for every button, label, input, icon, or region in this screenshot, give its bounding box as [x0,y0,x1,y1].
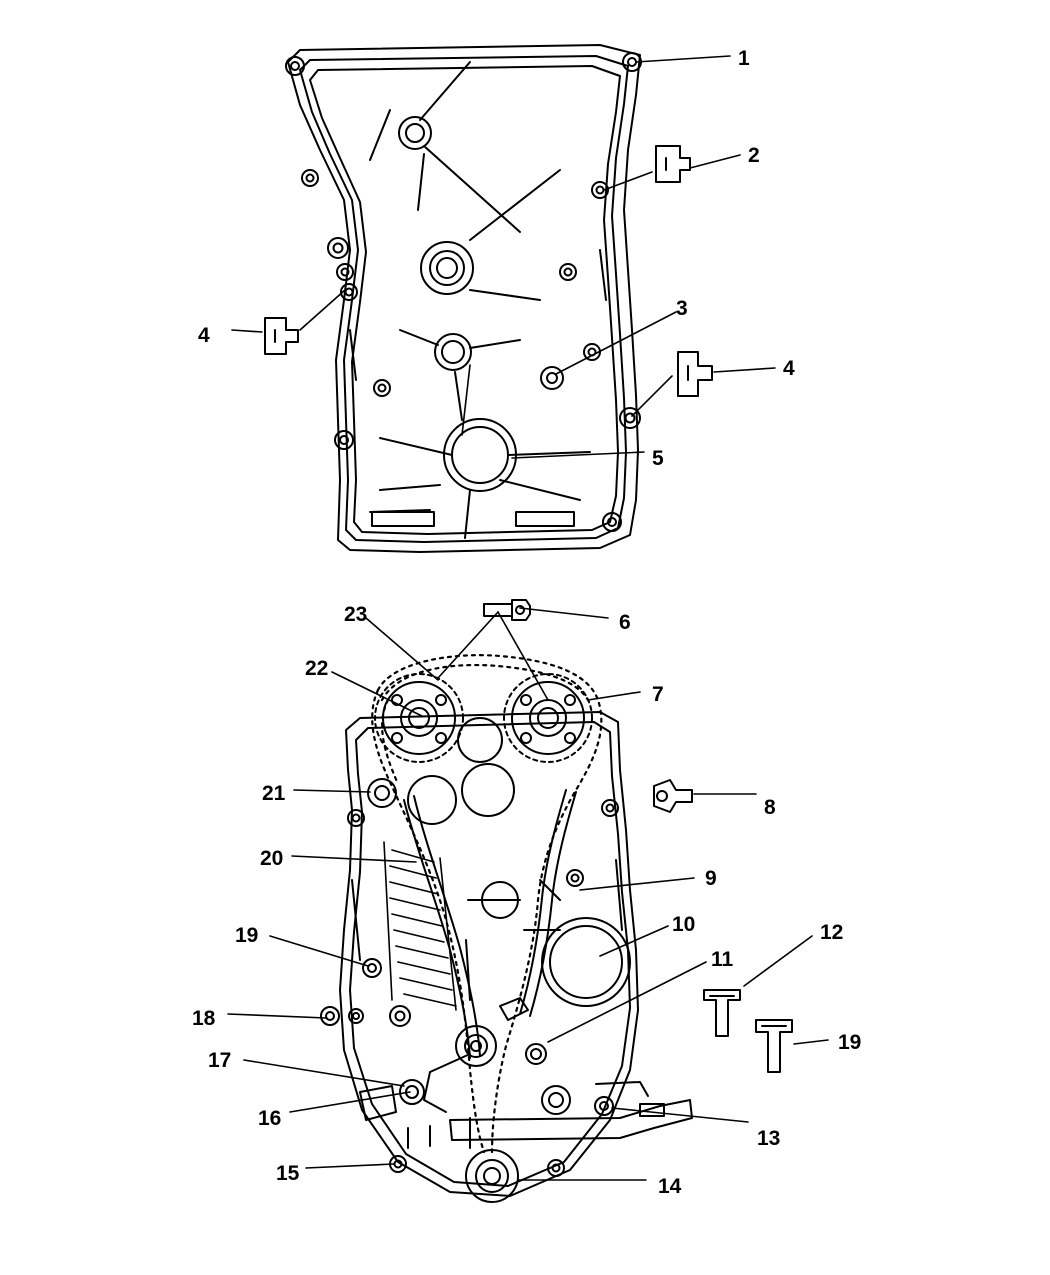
flange-bolt-12 [704,990,740,1036]
callout-19-left: 19 [235,924,259,947]
callout-2: 2 [748,144,760,167]
callout-3: 3 [676,297,688,320]
chain-guides [404,790,576,1058]
idler-sprocket [456,1026,496,1066]
callout-4-left: 4 [198,324,210,347]
cover-bolt-2 [656,146,690,182]
chain-guide-bolt-6 [484,600,530,620]
leader-lines-bottom [228,608,828,1180]
callout-22: 22 [305,657,329,680]
callout-11: 11 [711,948,734,971]
cover-bolt-4-left [265,318,298,354]
callout-17: 17 [208,1049,232,1072]
callout-23: 23 [344,603,368,626]
callout-5: 5 [652,447,664,470]
callout-18: 18 [192,1007,216,1030]
callout-15: 15 [276,1162,300,1185]
callout-13: 13 [757,1127,781,1150]
callout-19-right: 19 [838,1031,862,1054]
callout-16: 16 [258,1107,282,1130]
callout-21: 21 [262,782,286,805]
callout-4-right: 4 [783,357,795,380]
callout-20: 20 [260,847,284,870]
callout-12: 12 [820,921,844,944]
callout-7: 7 [652,683,664,706]
timing-cover-part [286,45,641,552]
callout-8: 8 [764,796,776,819]
callout-1: 1 [738,47,750,70]
oil-jet-8 [654,780,692,812]
callout-6: 6 [619,611,631,634]
camshaft-sprocket-right [504,674,592,762]
callout-14: 14 [658,1175,682,1198]
cover-bolt-4-right [678,352,712,396]
engine-block-part [321,712,692,1196]
callout-10: 10 [672,913,696,936]
callout-9: 9 [705,867,717,890]
flange-bolt-19-right [756,1020,792,1072]
